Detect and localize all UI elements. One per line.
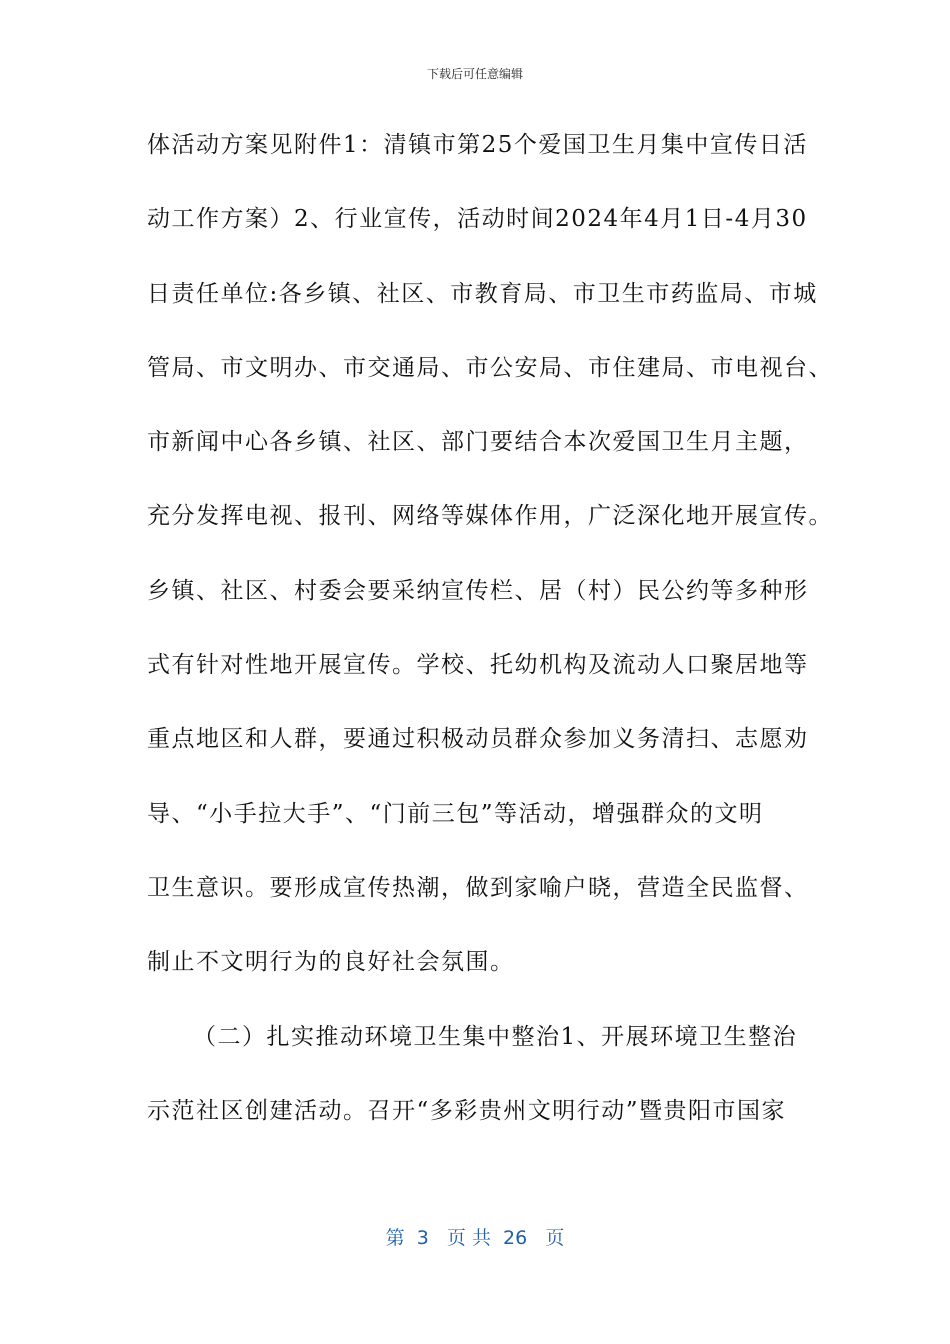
text-line: 制止不文明行为的良好社会氛围。 — [147, 949, 515, 976]
text-line: 市新闻中心各乡镇、社区、部门要结合本次爱国卫生月主题， — [147, 429, 809, 456]
text-line: 充分发挥电视、报刊、网络等媒体作用，广泛深化地开展宣传。 — [147, 503, 833, 530]
text-line: 卫生意识。要形成宣传热潮，做到家喻户晓，营造全民监督、 — [147, 874, 809, 901]
body-text — [147, 125, 833, 1165]
text-line: 动工作方案）2、行业宣传，活动时间2024年4月1日-4月30 — [147, 206, 808, 233]
text-line: 式有针对性地开展宣传。学校、托幼机构及流动人口聚居地等 — [147, 652, 809, 679]
header-note: 下载后可任意编辑 — [426, 67, 523, 81]
page-number: 第 3 页 共 26 页 — [385, 1227, 565, 1249]
text-line: 重点地区和人群，要通过积极动员群众参加义务清扫、志愿劝 — [147, 726, 809, 753]
text-line: 乡镇、社区、村委会要采纳宣传栏、居（村）民公约等多种形 — [147, 577, 809, 604]
text-line: 日责任单位:各乡镇、社区、市教育局、市卫生市药监局、市城 — [147, 280, 818, 307]
text-line: 管局、市文明办、市交通局、市公安局、市住建局、市电视台、 — [147, 354, 833, 381]
text-line: 示范社区创建活动。召开“多彩贵州文明行动”暨贵阳市国家 — [147, 1097, 787, 1124]
text-line: 体活动方案见附件1：清镇市第25个爱国卫生月集中宣传日活 — [147, 132, 808, 158]
text-line: 导、“小手拉大手”、“门前三包”等活动，增强群众的文明 — [147, 800, 764, 827]
section-heading-line: （二）扎实推动环境卫生集中整治1、开展环境卫生整治 — [193, 1023, 798, 1050]
